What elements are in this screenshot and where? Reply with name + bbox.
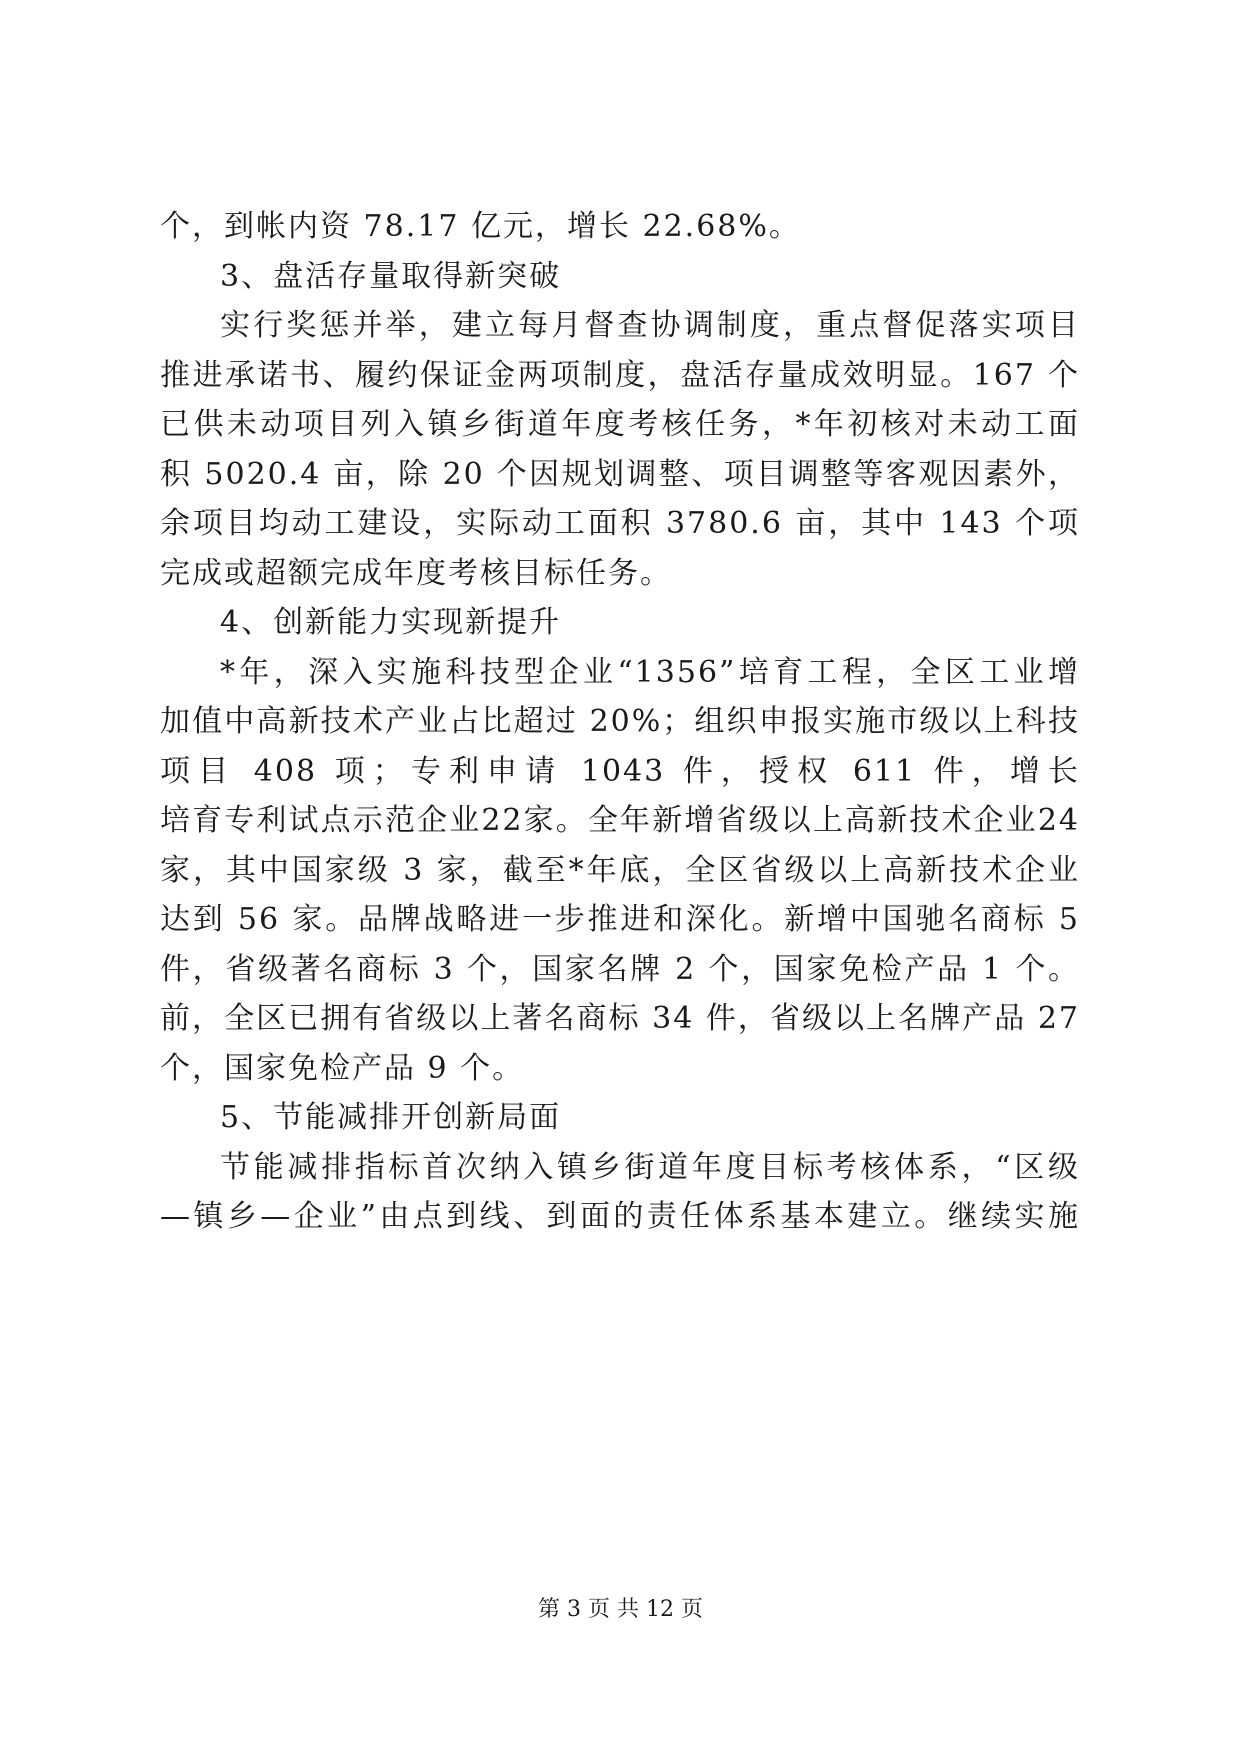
text-line: 个，到帐内资 78.17 亿元，增长 22.68%。 [160,209,801,244]
text-line: 完成或超额完成年度考核目标任务。 [160,555,672,591]
text-line: 家，其中国家级 3 家，截至*年底，全区省级以上高新技术企业 [160,852,1080,888]
text-line: 积 5020.4 亩，除 20 个因规划调整、项目调整等客观因素外， [160,456,1080,492]
text-line: 推进承诺书、履约保证金两项制度，盘活存量成效明显。167 个 [160,357,1080,393]
text-line: *年，深入实施科技型企业“1356”培育工程，全区工业增 [220,654,1080,690]
text-line: 件，省级著名商标 3 个，国家名牌 2 个，国家免检产品 1 个。 [160,951,1080,987]
text-line: 节能减排指标首次纳入镇乡街道年度目标考核体系，“区级 [220,1149,1080,1185]
text-line: 个，国家免检产品 9 个。 [160,1050,525,1086]
section-heading: 5、节能减排开创新局面 [220,1100,562,1135]
text-line: 已供未动项目列入镇乡街道年度考核任务，*年初核对未动工面 [160,407,1080,442]
text-line: 达到 56 家。品牌战略进一步推进和深化。新增中国驰名商标 5 [160,902,1080,937]
text-line: —镇乡—企业”由点到线、到面的责任体系基本建立。继续实施 [160,1199,1080,1234]
text-line: 余项目均动工建设，实际动工面积 3780.6 亩，其中 143 个项 [160,506,1080,541]
text-line: 加值中高新技术产业占比超过 20%；组织申报实施市级以上科技 [160,704,1080,739]
text-line: 培育专利试点示范企业22家。全年新增省级以上高新技术企业24 [160,803,1080,838]
text-line: 实行奖惩并举，建立每月督查协调制度，重点督促落实项目 [220,308,1080,343]
section-heading: 3、盘活存量取得新突破 [220,258,562,294]
document-body [160,202,1080,1242]
text-line: 前，全区已拥有省级以上著名商标 34 件，省级以上名牌产品 27 [160,1001,1080,1036]
text-line: 项目 408 项；专利申请 1043 件，授权 611 件，增长 [160,753,1080,789]
section-heading: 4、创新能力实现新提升 [220,605,562,640]
page-number-footer: 第 3 页 共 12 页 [538,1597,703,1622]
